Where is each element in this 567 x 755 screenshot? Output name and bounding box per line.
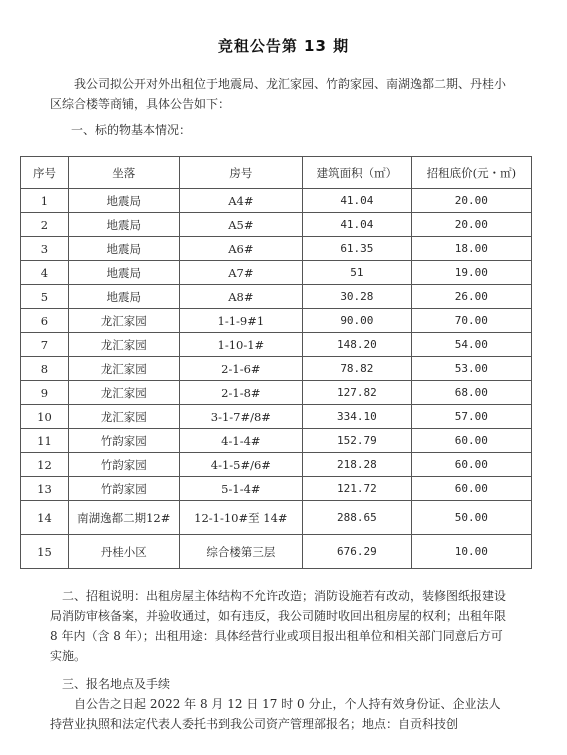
cell-room: A7# xyxy=(179,261,302,285)
cell-location: 地震局 xyxy=(68,237,179,261)
cell-location: 龙汇家园 xyxy=(68,405,179,429)
section-1-heading: 一、标的物基本情况： xyxy=(71,123,192,137)
cell-area: 61.35 xyxy=(303,237,412,261)
cell-seq: 3 xyxy=(21,237,69,261)
cell-price: 18.00 xyxy=(411,237,531,261)
cell-seq: 11 xyxy=(21,429,69,453)
page-title: 竞租公告第 13 期 xyxy=(217,37,350,55)
cell-seq: 5 xyxy=(21,285,69,309)
cell-room: 综合楼第三层 xyxy=(179,535,302,569)
cell-room: A6# xyxy=(179,237,302,261)
table-row xyxy=(21,535,532,569)
cell-price: 53.00 xyxy=(411,357,531,381)
header-seq: 序号 xyxy=(21,157,69,189)
cell-room: A5# xyxy=(179,213,302,237)
header-price: 招租底价(元・㎡) xyxy=(411,157,531,189)
cell-price: 54.00 xyxy=(411,333,531,357)
cell-location: 龙汇家园 xyxy=(68,333,179,357)
cell-area: 41.04 xyxy=(303,213,412,237)
cell-area: 676.29 xyxy=(303,535,412,569)
cell-area: 121.72 xyxy=(303,477,412,501)
cell-seq: 13 xyxy=(21,477,69,501)
cell-room: 1-1-9#1 xyxy=(179,309,302,333)
cell-price: 60.00 xyxy=(411,477,531,501)
cell-area: 334.10 xyxy=(303,405,412,429)
cell-price: 50.00 xyxy=(411,501,531,535)
cell-price: 19.00 xyxy=(411,261,531,285)
cell-location: 龙汇家园 xyxy=(68,309,179,333)
cell-seq: 8 xyxy=(21,357,69,381)
cell-room: 4-1-5#/6# xyxy=(179,453,302,477)
table-row xyxy=(21,333,532,357)
cell-location: 竹韵家园 xyxy=(68,453,179,477)
cell-location: 南湖逸都二期12# xyxy=(68,501,179,535)
cell-seq: 6 xyxy=(21,309,69,333)
cell-room: 3-1-7#/8# xyxy=(179,405,302,429)
cell-room: 1-10-1# xyxy=(179,333,302,357)
cell-location: 丹桂小区 xyxy=(68,535,179,569)
cell-location: 龙汇家园 xyxy=(68,381,179,405)
cell-room: 4-1-4# xyxy=(179,429,302,453)
cell-price: 60.00 xyxy=(411,429,531,453)
cell-area: 288.65 xyxy=(303,501,412,535)
cell-location: 龙汇家园 xyxy=(68,357,179,381)
cell-location: 地震局 xyxy=(68,213,179,237)
cell-seq: 15 xyxy=(21,535,69,569)
table-row xyxy=(21,261,532,285)
cell-location: 竹韵家园 xyxy=(68,429,179,453)
cell-room: 12-1-10#至 14# xyxy=(179,501,302,535)
cell-price: 26.00 xyxy=(411,285,531,309)
cell-seq: 10 xyxy=(21,405,69,429)
cell-area: 152.79 xyxy=(303,429,412,453)
header-room: 房号 xyxy=(179,157,302,189)
cell-area: 127.82 xyxy=(303,381,412,405)
cell-price: 60.00 xyxy=(411,453,531,477)
table-row xyxy=(21,237,532,261)
cell-seq: 7 xyxy=(21,333,69,357)
cell-seq: 9 xyxy=(21,381,69,405)
cell-location: 地震局 xyxy=(68,261,179,285)
cell-area: 148.20 xyxy=(303,333,412,357)
table-body xyxy=(21,189,532,569)
table-row xyxy=(21,189,532,213)
cell-location: 地震局 xyxy=(68,285,179,309)
cell-area: 30.28 xyxy=(303,285,412,309)
intro-paragraph: 我公司拟公开对外出租位于地震局、龙汇家园、竹韵家园、南湖逸都二期、丹桂小区综合楼等商铺，具体公告如下： xyxy=(50,77,507,111)
table-row xyxy=(21,477,532,501)
cell-seq: 14 xyxy=(21,501,69,535)
cell-price: 68.00 xyxy=(411,381,531,405)
cell-seq: 2 xyxy=(21,213,69,237)
cell-location: 竹韵家园 xyxy=(68,477,179,501)
cell-price: 70.00 xyxy=(411,309,531,333)
table-row xyxy=(21,429,532,453)
cell-area: 218.28 xyxy=(303,453,412,477)
cell-room: 5-1-4# xyxy=(179,477,302,501)
table-row xyxy=(21,285,532,309)
property-table xyxy=(20,156,532,569)
cell-seq: 1 xyxy=(21,189,69,213)
cell-room: 2-1-6# xyxy=(179,357,302,381)
header-area: 建筑面积（㎡） xyxy=(303,157,412,189)
cell-seq: 4 xyxy=(21,261,69,285)
table-row xyxy=(21,453,532,477)
table-header-row xyxy=(21,157,532,189)
cell-area: 51 xyxy=(303,261,412,285)
cell-price: 20.00 xyxy=(411,189,531,213)
cell-area: 90.00 xyxy=(303,309,412,333)
cell-price: 20.00 xyxy=(411,213,531,237)
table-row xyxy=(21,501,532,535)
cell-price: 57.00 xyxy=(411,405,531,429)
cell-location: 地震局 xyxy=(68,189,179,213)
cell-area: 78.82 xyxy=(303,357,412,381)
cell-area: 41.04 xyxy=(303,189,412,213)
cell-price: 10.00 xyxy=(411,535,531,569)
section-3-paragraph: 自公告之日起 2022 年 8 月 12 日 17 时 0 分止，个人持有效身份证、企业法人持营业执照和法定代表人委托书到我公司资产管理部报名；地点：自贡科技创 xyxy=(50,697,501,731)
section-2-paragraph: 二、招租说明：出租房屋主体结构不允许改造；消防设施若有改动，装修图纸报建设局消防审核备案，并验收通过，如有违反，我公司随时收回出租房屋的权利；出租年限 8 年内（含 8 年）；出租用途：具体经营行业或项目报出租单位和相关部门同意后方可实施。 xyxy=(50,589,507,663)
table-row xyxy=(21,381,532,405)
cell-room: 2-1-8# xyxy=(179,381,302,405)
table-row xyxy=(21,309,532,333)
header-location: 坐落 xyxy=(68,157,179,189)
section-3-heading: 三、报名地点及手续 xyxy=(62,677,171,691)
cell-seq: 12 xyxy=(21,453,69,477)
table-row xyxy=(21,213,532,237)
table-row xyxy=(21,405,532,429)
table-row xyxy=(21,357,532,381)
cell-room: A4# xyxy=(179,189,302,213)
cell-room: A8# xyxy=(179,285,302,309)
